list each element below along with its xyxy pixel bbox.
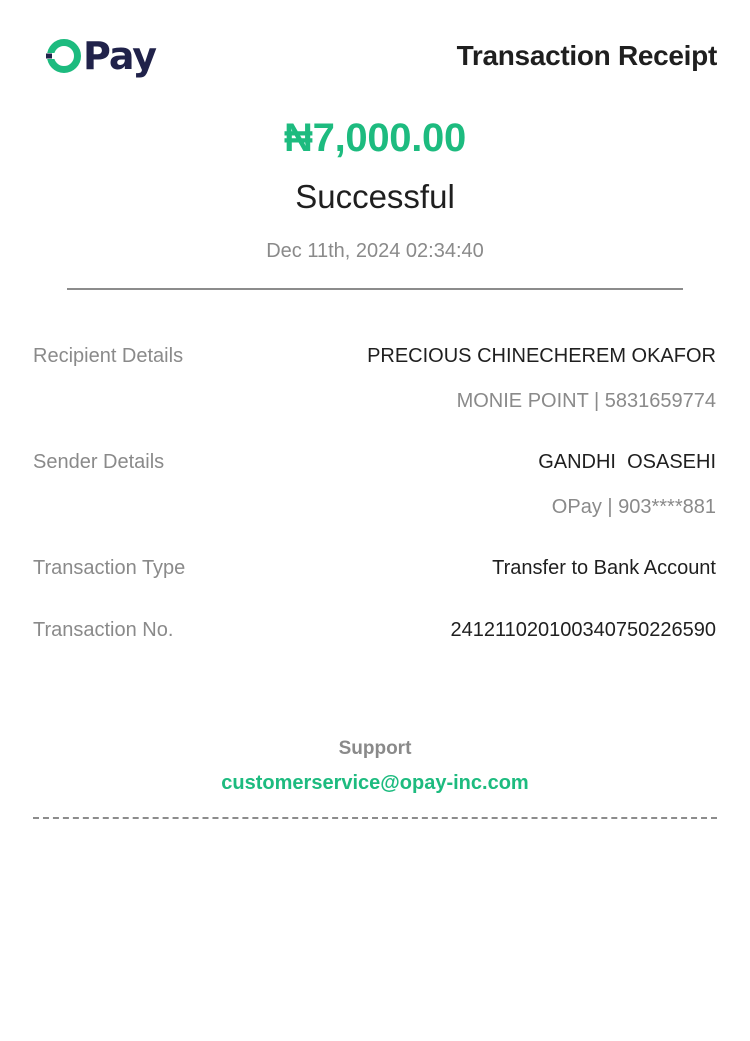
page-title: Transaction Receipt [456,40,717,71]
receipt-header [33,30,717,82]
opay-logo [46,33,156,79]
recipient-name: PRECIOUS CHINECHEREM OKAFOR [367,345,716,367]
sender-account: OPay | 903****881 [551,496,716,518]
transaction-amount: ₦7,000.00 [284,116,466,160]
transaction-type-label: Transaction Type [33,557,186,579]
transaction-type-value: Transfer to Bank Account [492,557,716,579]
dashed-divider [33,817,717,819]
support-label: Support [338,738,412,759]
transaction-number-label: Transaction No. [33,619,174,641]
recipient-account: MONIE POINT | 5831659774 [456,390,716,412]
recipient-details-label: Recipient Details [33,345,184,367]
transaction-number-value: 241211020100340750226590 [450,619,716,641]
logo-text: Pay [83,34,157,78]
transaction-datetime: Dec 11th, 2024 02:34:40 [266,240,484,262]
sender-details-label: Sender Details [33,451,165,473]
opay-logo-o-icon [46,38,82,74]
sender-name: GANDHI OSASEHI [538,451,716,473]
transaction-status: Successful [295,178,455,215]
support-email-link[interactable]: customerservice@opay-inc.com [221,772,529,794]
divider [67,288,683,290]
